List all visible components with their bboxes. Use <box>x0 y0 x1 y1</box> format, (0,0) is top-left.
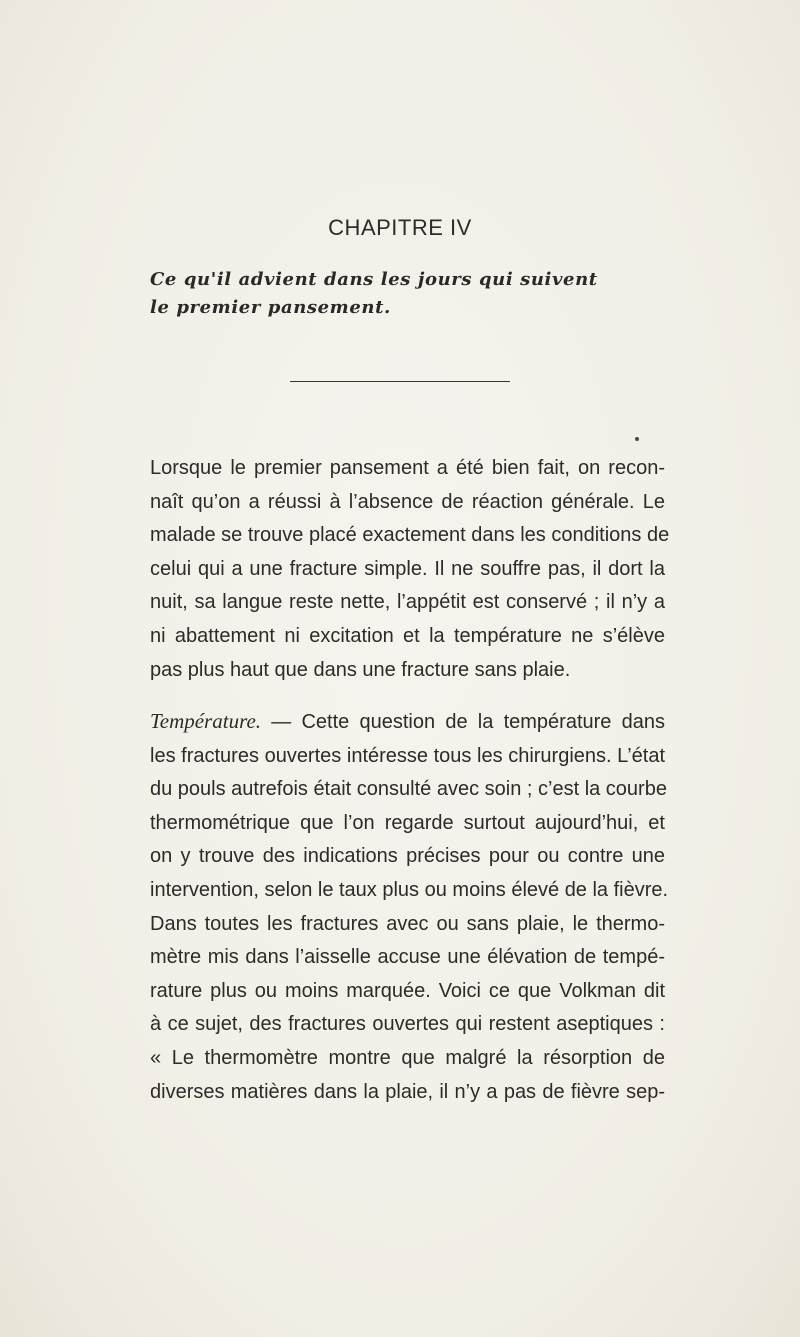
text-line-first <box>150 705 665 740</box>
chapter-heading: CHAPITRE IV <box>328 215 472 240</box>
text-line: du pouls autrefois était consulté avec soin ; c’est la courbe <box>150 778 667 801</box>
text-line: rature plus ou moins marquée. Voici ce que Volkman dit <box>150 979 665 1002</box>
text-line: malade se trouve placé exactement dans les conditions de <box>150 524 670 547</box>
text-line: Dans toutes les fractures avec ou sans plaie, le thermo- <box>150 912 665 935</box>
print-speck <box>635 437 639 441</box>
section-lead-temperature: Température. <box>150 709 262 733</box>
first-line-rest: — Cette question de la température dans <box>261 711 665 733</box>
text-line: « Le thermomètre montre que malgré la résorption de <box>150 1046 665 1069</box>
text-line: les fractures ouvertes intéresse tous les chirurgiens. L’état <box>150 744 665 767</box>
paragraph-1 <box>150 452 670 687</box>
text-line: celui qui a une fracture simple. Il ne souffre pas, il dort la <box>150 557 665 580</box>
text-line: ni abattement ni excitation et la température ne s’élève <box>150 624 665 647</box>
subtitle-line-2: le premier pansement. <box>150 297 391 318</box>
text-line: naît qu’on a réussi à l’absence de réaction générale. Le <box>150 490 665 513</box>
text-line: diverses matières dans la plaie, il n’y a pas de fièvre sep- <box>150 1080 665 1103</box>
text-line: Lorsque le premier pansement a été bien fait, on recon- <box>150 457 665 479</box>
chapter-subtitle <box>150 266 710 322</box>
text-line: thermométrique que l’on regarde surtout aujourd’hui, et <box>150 811 665 834</box>
text-line: à ce sujet, des fractures ouvertes qui restent aseptiques : <box>150 1013 665 1036</box>
text-line: on y trouve des indications précises pour ou contre une <box>150 845 665 868</box>
text-line: mètre mis dans l’aisselle accuse une élévation de tempé- <box>150 946 665 969</box>
text-line: nuit, sa langue reste nette, l’appétit est conservé ; il n’y a <box>150 591 665 614</box>
text-line: intervention, selon le taux plus ou moins élevé de la fièvre. <box>150 878 669 901</box>
section-divider <box>290 381 510 382</box>
text-line: pas plus haut que dans une fracture sans plaie. <box>150 658 571 681</box>
subtitle-line-1: Ce qu'il advient dans les jours qui suivent <box>150 269 598 290</box>
paragraph-2 <box>150 705 669 1109</box>
